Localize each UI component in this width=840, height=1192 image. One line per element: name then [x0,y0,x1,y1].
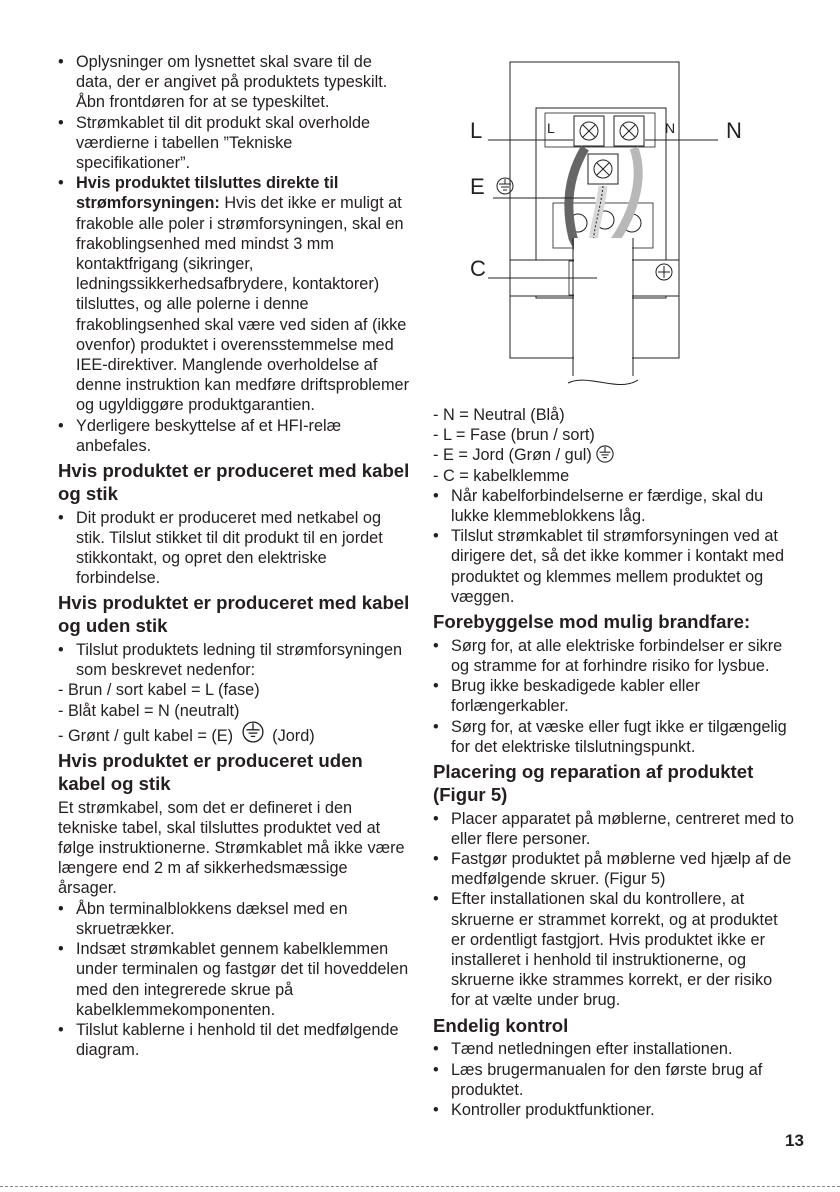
legend-line-phase: - L = Fase (brun / sort) [433,426,595,445]
list-item: • Placer apparatet på møblerne, centreret med to eller flere personer. [433,809,795,849]
legend-line-earth [433,445,795,465]
section-heading-final-check: Endelig kontrol [433,1014,569,1036]
list-item: • Indsæt strømkablet gennem kabelklemmen under terminalen og fastgør det til hoveddelen med den integrerede skrue på kabelklemmekomponenten. [58,939,410,1020]
list-item: • Sørg for, at væske eller fugt ikke er tilgængelig for det elektriske tilslutningspunkt. [433,717,795,757]
wire-line-green-earth: (Jord) [272,726,315,745]
direct-connection-text: Hvis det ikke er muligt at frakoble alle poler i strømforsyningen, skal en frakoblingsenhed med mindst 3 mm kontaktfrigang (sikringer, ledningssikkerhedsafbrydere, kontaktorer) tilsluttes, og alle polerne i denne frakoblingsenhed skal være ved siden af (ikke ovenfor) produktet i overensstemmelse med IEE-direktiver. Manglende overholdelse af denne instruktion kan medføre driftsproblemer og ugyldiggøre produktgarantien. [76,194,410,415]
list-item: • Sørg for, at alle elektriske forbindelser er sikre og stramme for at forhindre risiko for lysbue. [433,636,795,676]
no-cable-paragraph: Et strømkabel, som det er defineret i den tekniske tabel, skal tilsluttes produktet ved at følge instruktionerne. Strømkablet må ikke være længere end 2 m af sikkerhedsmæssige årsager. [58,798,405,898]
intro-list [58,52,410,456]
list-item: • Kontroller produktfunktioner. [433,1100,795,1120]
list-item: • Tilslut kablerne i henhold til det medfølgende diagram. [58,1020,410,1060]
page-number: 13 [785,1131,804,1150]
label-e: E [470,174,485,199]
list-item: • Strømkablet til dit produkt skal overholde værdierne i tabellen ”Tekniske specifikationer”. [58,113,410,174]
left-column [58,52,410,1060]
terminal-label-l: L [547,120,555,136]
right-column [433,405,795,1120]
list-item: • Efter installationen skal du kontrollere, at skruerne er strammet korrekt, og at produktet er ordentligt fastgjort. Hvis produktet ikke er installeret i henhold til instruktionerne, og skruerne ikke strammes korrekt, er der risiko for at vælte under brug. [433,889,795,1010]
label-l: L [470,118,483,143]
list-item: • Tilslut strømkablet til strømforsyningen ved at dirigere det, så det ikke kommer i kontakt med produktet og klemmes mellem produktet og væggen. [433,526,795,607]
label-c: C [470,256,486,281]
list-item: • Læs brugermanualen for den første brug af produktet. [433,1060,795,1100]
list-item: • Brug ikke beskadigede kabler eller forlængerkabler. [433,676,795,716]
legend-earth-text: - E = Jord (Grøn / gul) [433,446,592,465]
list-item: • Når kabelforbindelserne er færdige, skal du lukke klemmeblokkens låg. [433,486,795,526]
screw-terminal-e [588,154,618,184]
list-item: • Oplysninger om lysnettet skal svare til de data, der er angivet på produktets typeskilt. Åbn frontdøren for at se typeskiltet. [58,52,410,113]
wire-line-green-label: - Grønt / gult kabel = (E) [58,726,234,745]
list-item: • Tænd netledningen efter installationen. [433,1039,795,1059]
wire-line-blue: - Blåt kabel = N (neutralt) [58,701,240,720]
direct-connection-heading: Hvis produktet tilsluttes direkte til strømforsyningen: [76,174,339,213]
earth-symbol-icon [596,445,614,463]
legend-line-clamp: - C = kabelklemme [433,466,570,485]
list-item: • Fastgør produktet på møblerne ved hjælp af de medfølgende skruer. (Figur 5) [433,849,795,889]
section-heading-no-cable: Hvis produktet er produceret uden kabel og stik [58,750,363,794]
terminal-wiring-diagram [433,58,763,393]
section-heading-placement: Placering og reparation af produktet (Figur 5) [433,761,754,805]
section-heading-fire: Forebyggelse mod mulig brandfare: [433,611,751,633]
terminal-label-n: N [665,120,676,136]
list-item: • Yderligere beskyttelse af et HFI-relæ anbefales. [58,416,410,456]
list-item-direct-connection [58,173,410,415]
wire-line-brown: - Brun / sort kabel = L (fase) [58,681,260,700]
section-heading-cable-plug: Hvis produktet er produceret med kabel og stik [58,460,410,504]
list-item: • Dit produkt er produceret med netkabel og stik. Tilslut stikket til dit produkt til en jordet stikkontakt, og opret den elektriske forbindelse. [58,508,410,589]
section-heading-cable-noplug: Hvis produktet er produceret med kabel og uden stik [58,592,410,637]
screw-terminal-l [574,116,604,146]
page-bottom-divider [0,1186,840,1187]
legend-line-neutral: - N = Neutral (Blå) [433,406,565,424]
wire-line-green [58,721,410,746]
list-item: • Åbn terminalblokkens dæksel med en skruetrækker. [58,899,410,939]
earth-symbol-icon [242,721,264,743]
list-item: • Tilslut produktets ledning til strømforsyningen som beskrevet nedenfor: [58,640,410,680]
screw-terminal-n [614,116,644,146]
label-n: N [726,118,742,143]
